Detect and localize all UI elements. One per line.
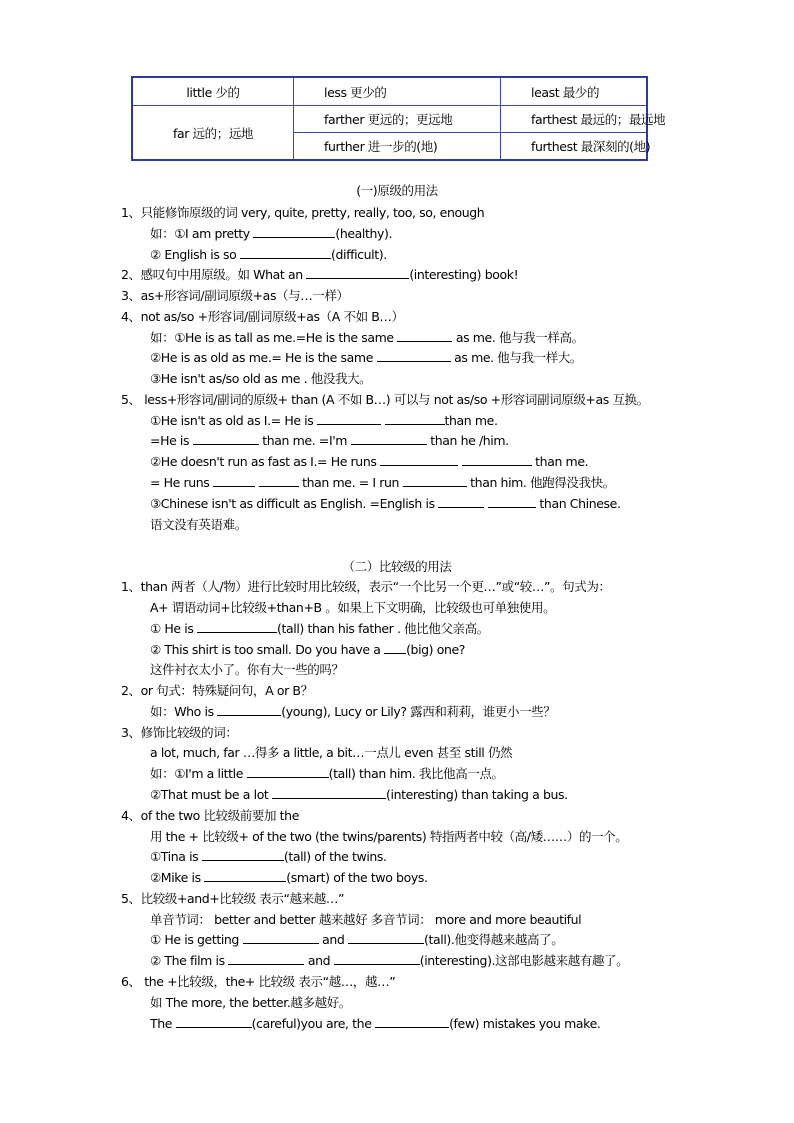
example-line: 如：①He is as tall as me.=He is the same as me. 他与我一样高。 xyxy=(150,330,584,345)
answer-blank[interactable] xyxy=(213,473,255,487)
comparative-cell: farther 更远的；更远地 xyxy=(294,106,501,133)
comparison-vocab-table xyxy=(131,76,666,161)
rule-line: 3、修饰比较级的词： xyxy=(121,725,238,740)
answer-blank[interactable] xyxy=(306,265,409,279)
example-line: 单音节词： better and better 越来越好 多音节词： more and more beautiful xyxy=(150,912,582,927)
example-line: ③Chinese isn't as difficult as English. =English is than Chinese. xyxy=(150,496,621,511)
example-line: ②Mike is (smart) of the two boys. xyxy=(150,870,428,885)
answer-blank[interactable] xyxy=(462,452,532,466)
example-line: 如：Who is (young), Lucy or Lily? 露西和莉莉，谁更小一些？ xyxy=(150,704,556,719)
translation-line: 这件衬衣太小了。你有大一些的吗？ xyxy=(150,662,344,677)
example-line: a lot, much, far …得多 a little, a bit…一点儿 even 甚至 still 仍然 xyxy=(150,745,513,760)
answer-blank[interactable] xyxy=(384,640,406,654)
answer-blank[interactable] xyxy=(259,473,299,487)
superlative-cell: least 最少的 xyxy=(501,77,648,106)
example-line: =He is than me. =I'm than he /him. xyxy=(150,433,509,448)
rule-line: 5、比较级+and+比较级 表示“越来越…” xyxy=(121,891,345,906)
section-title: (一)原级的用法 xyxy=(356,183,438,198)
answer-blank[interactable] xyxy=(217,702,281,716)
answer-blank[interactable] xyxy=(385,411,445,425)
answer-blank[interactable] xyxy=(228,951,304,965)
example-line: 用 the + 比较级+ of the two (the twins/parents) 特指两者中较（高/矮……）的一个。 xyxy=(150,829,628,844)
table-row xyxy=(132,77,647,106)
example-line: ②He doesn't run as fast as I.= He runs than me. xyxy=(150,454,589,469)
rule-line: 4、not as/so +形容词/副词原级+as（A 不如 B…） xyxy=(121,309,404,324)
answer-blank[interactable] xyxy=(243,930,319,944)
answer-blank[interactable] xyxy=(176,1014,252,1028)
answer-blank[interactable] xyxy=(272,785,386,799)
answer-blank[interactable] xyxy=(193,431,259,445)
answer-blank[interactable] xyxy=(397,328,452,342)
example-line: ② English is so (difficult). xyxy=(150,247,387,262)
answer-blank[interactable] xyxy=(247,764,329,778)
example-line: ① He is getting and (tall).他变得越来越高了。 xyxy=(150,932,564,947)
answer-blank[interactable] xyxy=(253,224,335,238)
answer-blank[interactable] xyxy=(202,847,284,861)
example-line: 如：①I'm a little (tall) than him. 我比他高一点。 xyxy=(150,766,504,781)
example-line: A+ 谓语动词+比较级+than+B 。如果上下文明确，比较级也可单独使用。 xyxy=(150,600,556,615)
example-line: = He runs than me. = I run than him. 他跑得没我快。 xyxy=(150,475,615,490)
rule-line: 2、or 句式：特殊疑问句，A or B？ xyxy=(121,683,313,698)
answer-blank[interactable] xyxy=(377,348,451,362)
superlative-cell: furthest 最深刻的(地) xyxy=(501,133,648,161)
answer-blank[interactable] xyxy=(351,431,427,445)
example-line: ①He isn't as old as I.= He is than me. xyxy=(150,413,498,428)
rule-line: 1、than 两者（人/物）进行比较时用比较级，表示“一个比另一个更…”或“较…”。句式为： xyxy=(121,579,611,594)
base-form-cell: far 远的；远地 xyxy=(132,106,294,161)
rule-line: 6、 the +比较级，the+ 比较级 表示“越…，越…” xyxy=(121,974,396,989)
answer-blank[interactable] xyxy=(403,473,467,487)
answer-blank[interactable] xyxy=(197,619,277,633)
section-title: （二）比较级的用法 xyxy=(342,559,452,574)
example-line: ③He isn't as/so old as me . 他没我大。 xyxy=(150,371,372,386)
answer-blank[interactable] xyxy=(375,1014,449,1028)
example-line: ②He is as old as me.= He is the same as me. 他与我一样大。 xyxy=(150,350,582,365)
example-line: 如：①I am pretty (healthy). xyxy=(150,226,393,241)
base-form-cell: little 少的 xyxy=(132,77,294,106)
example-line: ②That must be a lot (interesting) than taking a bus. xyxy=(150,787,568,802)
answer-blank[interactable] xyxy=(380,452,458,466)
answer-blank[interactable] xyxy=(438,494,484,508)
answer-blank[interactable] xyxy=(240,245,331,259)
translation-line: 语文没有英语难。 xyxy=(150,517,247,532)
rule-line: 4、of the two 比较级前要加 the xyxy=(121,808,299,823)
comparative-cell: less 更少的 xyxy=(294,77,501,106)
rule-line: 2、感叹句中用原级。如 What an (interesting) book! xyxy=(121,267,519,282)
example-line: ② The film is and (interesting).这部电影越来越有趣了。 xyxy=(150,953,629,968)
example-line: ② This shirt is too small. Do you have a (big) one? xyxy=(150,642,466,657)
example-line: 如 The more, the better.越多越好。 xyxy=(150,995,351,1010)
comparative-cell: further 进一步的(地) xyxy=(294,133,501,161)
answer-blank[interactable] xyxy=(334,951,420,965)
example-line: The (careful)you are, the (few) mistakes you make. xyxy=(150,1016,601,1031)
example-line: ① He is (tall) than his father . 他比他父亲高。 xyxy=(150,621,489,636)
rule-line: 1、只能修饰原级的词 very, quite, pretty, really, too, so, enough xyxy=(121,205,485,220)
table-row xyxy=(132,106,647,133)
answer-blank[interactable] xyxy=(348,930,424,944)
rule-line: 3、as+形容词/副词原级+as（与…一样） xyxy=(121,288,349,303)
answer-blank[interactable] xyxy=(204,868,286,882)
superlative-cell: farthest 最远的；最远地 xyxy=(501,106,648,133)
example-line: ①Tina is (tall) of the twins. xyxy=(150,849,387,864)
answer-blank[interactable] xyxy=(317,411,381,425)
answer-blank[interactable] xyxy=(488,494,536,508)
rule-line: 5、 less+形容词/副词的原级+ than (A 不如 B…) 可以与 not as/so +形容词副词原级+as 互换。 xyxy=(121,392,649,407)
